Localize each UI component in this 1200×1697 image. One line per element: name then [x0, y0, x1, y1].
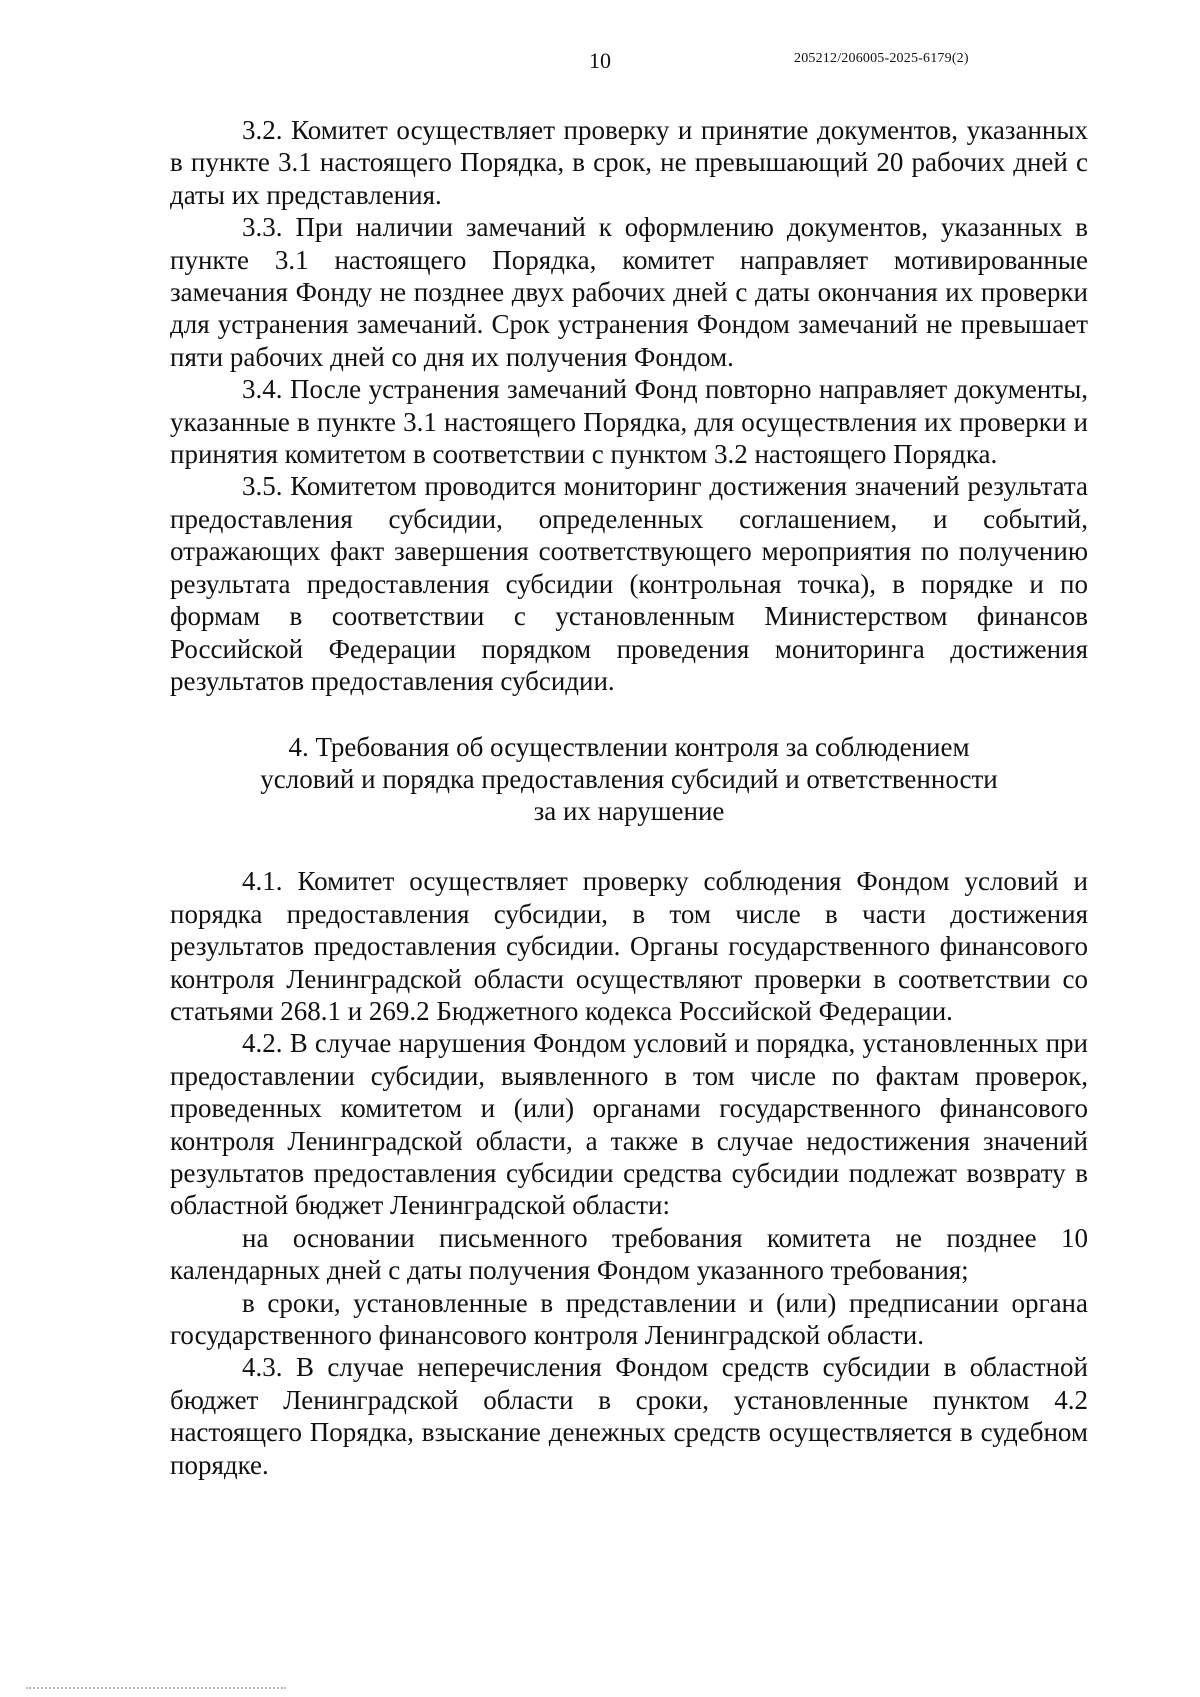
paragraph-4-1: 4.1. Комитет осуществляет проверку соблюдения Фондом условий и порядка предоставления субсидии, в том числе в части достижения результатов предоставления субсидии. Органы государственного финансового контроля Ленинградской области осуществляют проверки в соответствии со статьями 268.1 и 269.2 Бюджетного кодекса Российской Федерации.	[170, 866, 1088, 1026]
page-number: 10	[589, 48, 611, 73]
paragraph-3-5: 3.5. Комитетом проводится мониторинг достижения значений результата предоставления субсидии, определенных соглашением, и событий, отражающих факт завершения соответствующего мероприятия по получению результата предоставления субсидии (контрольная точка), в порядке и по формам в соответствии с установленным Министерством финансов Российской Федерации порядком проведения мониторинга достижения результатов предоставления субсидии.	[170, 471, 1088, 696]
paragraph-3-2: 3.2. Комитет осуществляет проверку и принятие документов, указанных в пункте 3.1 настоящего Порядка, в срок, не превышающий 20 рабочих дней с даты их представления.	[170, 115, 1088, 210]
scan-edge-mark	[26, 1685, 286, 1689]
paragraph-3-3: 3.3. При наличии замечаний к оформлению документов, указанных в пункте 3.1 настоящего Порядка, комитет направляет мотивированные замечания Фонду не позднее двух рабочих дней с даты окончания их проверки для устранения замечаний. Срок устранения Фондом замечаний не превышает пяти рабочих дней со дня их получения Фондом.	[170, 212, 1088, 372]
paragraph-4-3: 4.3. В случае неперечисления Фондом средств субсидии в областной бюджет Ленинградской области в сроки, установленные пунктом 4.2 настоящего Порядка, взыскание денежных средств осуществляется в судебном порядке.	[170, 1352, 1088, 1480]
section-4-heading-line: за их нарушение	[533, 796, 725, 827]
paragraph-4-2: 4.2. В случае нарушения Фондом условий и порядка, установленных при предоставлении субсидии, выявленного в том числе по фактам проверок, проведенных комитетом и (или) органами государственного финансового контроля Ленинградской области, а также в случае недостижения значений результатов предоставления субсидии средства субсидии подлежат возврату в областной бюджет Ленинградской области:	[170, 1028, 1088, 1221]
section-4-heading-line: условий и порядка предоставления субсидий и ответственности	[260, 764, 998, 795]
paragraph-4-2-item-1: на основании письменного требования комитета не позднее 10 календарных дней с даты получения Фондом указанного требования;	[170, 1222, 1088, 1286]
paragraph-3-4: 3.4. После устранения замечаний Фонд повторно направляет документы, указанные в пункте 3.1 настоящего Порядка, для осуществления их проверки и принятия комитетом в соответствии с пунктом 3.2 настоящего Порядка.	[170, 374, 1088, 470]
document-code: 205212/206005-2025-6179(2)	[794, 51, 969, 66]
section-4-heading	[170, 731, 1088, 827]
document-body	[170, 114, 1088, 1481]
paragraph-4-2-item-2: в сроки, установленные в представлении и (или) предписании органа государственного финансового контроля Ленинградской области.	[170, 1287, 1088, 1350]
section-4-heading-line: 4. Требования об осуществлении контроля за соблюдением	[288, 732, 970, 763]
